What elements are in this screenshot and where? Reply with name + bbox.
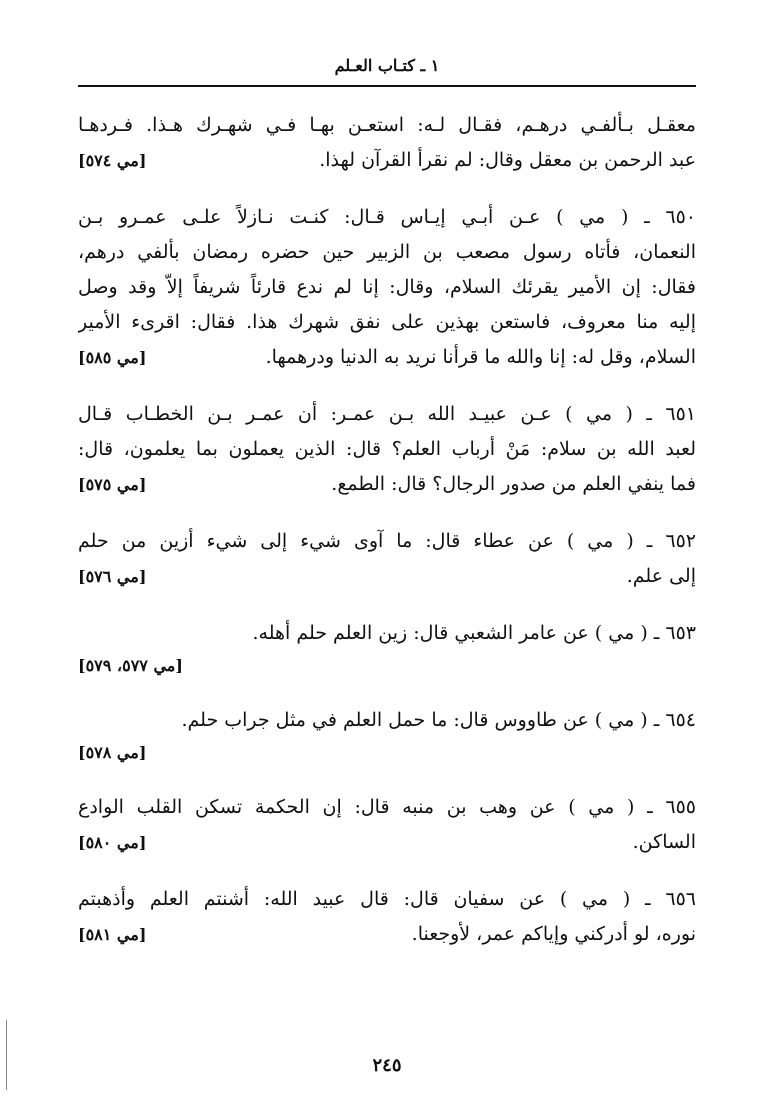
text-line: عبد الرحمن بن معقل وقال: لم نقرأ القرآن لهذا. [319, 149, 696, 171]
text-line: ٦٥٥ ـ ( مي ) عن وهب بن منبه قال: إن الحكمة تسكن القلب الوادع [78, 796, 696, 818]
ref-row [78, 917, 696, 952]
ref-row [78, 143, 696, 178]
hadith-entry-653 [78, 616, 696, 681]
intro-paragraph [78, 108, 696, 178]
hadith-entry-651 [78, 397, 696, 502]
scan-edge-mark [6, 1020, 7, 1090]
ref-row [78, 467, 696, 502]
hadith-entry-655 [78, 790, 696, 860]
page-content [78, 108, 696, 974]
text-line: فما ينفي العلم من صدور الرجال؟ قال: الطمع. [331, 473, 696, 495]
text-line: ٦٥٦ ـ ( مي ) عن سفيان قال: قال عبيد الله: أشنتم العلم وأذهبتم [78, 888, 696, 910]
text-line: السلام، وقل له: إنا والله ما قرأنا نريد به الدنيا ودرهمها. [265, 346, 696, 368]
source-reference: [مي ٥٨١] [78, 925, 147, 944]
source-reference: [مي ٥٧٨] [78, 743, 147, 762]
text-line: لعبد الله بن سلام: مَنْ أرباب العلم؟ قال: الذين يعملون بما يعلمون، قال: [78, 438, 696, 460]
text-line: إلى علم. [626, 565, 696, 587]
header-rule [78, 85, 696, 87]
hadith-entry-652 [78, 524, 696, 594]
text-line: ٦٥٣ ـ ( مي ) عن عامر الشعبي قال: زين العلم حلم أهله. [252, 622, 696, 644]
ref-row [78, 340, 696, 375]
text-line: نوره، لو أدركني وإياكم عمر، لأوجعنا. [411, 923, 696, 945]
text-line: الساكن. [632, 831, 696, 853]
text-line: ٦٥٢ ـ ( مي ) عن عطاء قال: ما آوى شيء إلى شيء أزين من حلم [78, 530, 696, 552]
text-line: ٦٥٠ ـ ( مي ) عـن أبـي إيـاس قـال: كنـت نـازلاً علـى عمـرو بـن [78, 206, 696, 228]
text-line: ٦٥١ ـ ( مي ) عـن عبيـد الله بـن عمـر: أن عمـر بـن الخطـاب قـال [78, 403, 696, 425]
hadith-entry-654 [78, 703, 696, 768]
source-reference: [مي ٥٧٧، ٥٧٩] [78, 656, 183, 675]
text-line: ٦٥٤ ـ ( مي ) عن طاووس قال: ما حمل العلم في مثل جراب حلم. [181, 709, 696, 731]
ref-row [78, 559, 696, 594]
text-line: فقال: إن الأمير يقرئك السلام، وقال: إنا لم ندع قارئاً شريفاً إلاّ وقد وصل [78, 276, 696, 298]
source-reference: [مي ٥٧٦] [78, 567, 147, 586]
hadith-entry-650 [78, 200, 696, 375]
ref-row [78, 825, 696, 860]
hadith-entry-656 [78, 882, 696, 952]
running-header: ١ ـ كتـاب العـلم [334, 56, 440, 75]
text-line: النعمان، فأتاه رسول مصعب بن الزبير حين حضره رمضان بألفي درهم، [78, 241, 696, 263]
text-line: إليه منا معروف، فاستعن بهذين على نفق شهرك هذا. فقال: اقرىء الأمير [78, 311, 696, 333]
source-reference: [مي ٥٨٥] [78, 348, 147, 367]
book-page [78, 46, 696, 1076]
page-number: ٢٤٥ [372, 1055, 402, 1076]
source-reference: [مي ٥٧٥] [78, 475, 147, 494]
text-line: معقـل بـألفـي درهـم، فقـال لـه: استعـن بهـا فـي شهـرك هـذا. فـردهـا [78, 114, 696, 136]
source-reference: [مي ٥٨٠] [78, 833, 147, 852]
source-reference: [مي ٥٧٤] [78, 151, 147, 170]
